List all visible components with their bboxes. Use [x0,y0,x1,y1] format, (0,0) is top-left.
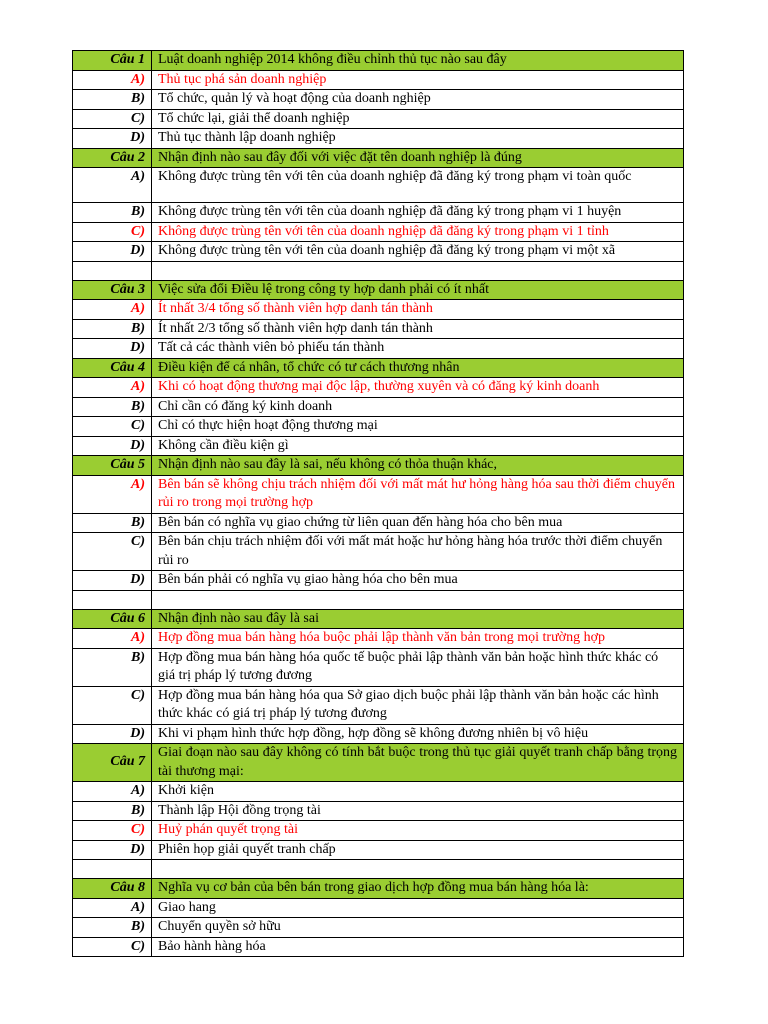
answer-text: Ít nhất 2/3 tổng số thành viên hợp danh tán thành [152,319,684,339]
answer-row [73,242,684,262]
answer-row [73,397,684,417]
answer-row [73,168,684,203]
empty-cell [73,860,152,879]
question-row [73,609,684,629]
question-text: Nghĩa vụ cơ bản của bên bán trong giao dịch hợp đồng mua bán hàng hóa là: [152,879,684,899]
answer-text: Không được trùng tên với tên của doanh nghiệp đã đăng ký trong phạm vi 1 huyện [152,203,684,223]
answer-row [73,339,684,359]
answer-text: Tất cả các thành viên bỏ phiếu tán thành [152,339,684,359]
answer-letter: C) [73,109,152,129]
answer-text: Tổ chức lại, giải thể doanh nghiệp [152,109,684,129]
answer-letter: A) [73,378,152,398]
answer-text: Tổ chức, quản lý và hoạt động của doanh nghiệp [152,90,684,110]
answer-text: Bảo hành hàng hóa [152,937,684,957]
answer-row [73,109,684,129]
answer-row [73,782,684,802]
answer-letter: C) [73,533,152,571]
answer-letter: C) [73,821,152,841]
answer-text: Không được trùng tên với tên của doanh nghiệp đã đăng ký trong phạm vi toàn quốc [152,168,684,203]
answer-row [73,533,684,571]
question-row [73,280,684,300]
question-number: Câu 8 [73,879,152,899]
question-text: Việc sửa đổi Điều lệ trong công ty hợp danh phải có ít nhất [152,280,684,300]
answer-text: Chỉ có thực hiện hoạt động thương mại [152,417,684,437]
answer-letter: A) [73,475,152,513]
answer-text: Bên bán có nghĩa vụ giao chứng từ liên quan đến hàng hóa cho bên mua [152,513,684,533]
empty-cell [152,860,684,879]
answer-row [73,319,684,339]
empty-cell [152,261,684,280]
answer-letter: D) [73,840,152,860]
answer-row [73,222,684,242]
answer-text: Giao hang [152,898,684,918]
answer-letter: D) [73,436,152,456]
answer-text: Thủ tục thành lập doanh nghiệp [152,129,684,149]
answer-letter: A) [73,300,152,320]
empty-cell [73,261,152,280]
answer-row [73,648,684,686]
answer-row [73,129,684,149]
question-text: Nhận định nào sau đây là sai, nếu không có thỏa thuận khác, [152,456,684,476]
spacer-row [73,590,684,609]
answer-text: Khi vi phạm hình thức hợp đồng, hợp đồng sẽ không đương nhiên bị vô hiệu [152,724,684,744]
question-row [73,879,684,899]
answer-row [73,70,684,90]
answer-text: Ít nhất 3/4 tổng số thành viên hợp danh tán thành [152,300,684,320]
answer-text: Không được trùng tên với tên của doanh nghiệp đã đăng ký trong phạm vi một xã [152,242,684,262]
answer-row [73,801,684,821]
answer-row [73,417,684,437]
answer-text: Hợp đồng mua bán hàng hóa qua Sở giao dịch buộc phải lập thành văn bản hoặc các hình thức khác có giá trị pháp lý tương đương [152,686,684,724]
question-number: Câu 3 [73,280,152,300]
answer-letter: A) [73,70,152,90]
answer-letter: A) [73,782,152,802]
answer-row [73,203,684,223]
answer-row [73,378,684,398]
answer-letter: D) [73,242,152,262]
answer-row [73,898,684,918]
answer-row [73,724,684,744]
answer-text: Hợp đồng mua bán hàng hóa quốc tế buộc phải lập thành văn bản hoặc hình thức khác có giá trị pháp lý tương đương [152,648,684,686]
spacer-row [73,860,684,879]
answer-row [73,821,684,841]
question-row [73,148,684,168]
answer-row [73,686,684,724]
question-text: Giai đoạn nào sau đây không có tính bắt buộc trong thủ tục giải quyết tranh chấp bằng trọng tài thương mại: [152,744,684,782]
answer-letter: A) [73,898,152,918]
question-number: Câu 2 [73,148,152,168]
answer-text: Chỉ cần có đăng ký kinh doanh [152,397,684,417]
answer-row [73,937,684,957]
answer-letter: A) [73,629,152,649]
empty-cell [73,590,152,609]
question-text: Luật doanh nghiệp 2014 không điều chỉnh thủ tục nào sau đây [152,51,684,71]
answer-text: Bên bán phải có nghĩa vụ giao hàng hóa cho bên mua [152,571,684,591]
answer-letter: B) [73,513,152,533]
answer-letter: B) [73,319,152,339]
answer-text: Chuyển quyền sở hữu [152,918,684,938]
answer-text: Thành lập Hội đồng trọng tài [152,801,684,821]
question-row [73,744,684,782]
answer-row [73,475,684,513]
answer-letter: B) [73,397,152,417]
question-number: Câu 6 [73,609,152,629]
answer-letter: A) [73,168,152,203]
question-number: Câu 5 [73,456,152,476]
answer-letter: D) [73,339,152,359]
question-row [73,456,684,476]
answer-row [73,90,684,110]
answer-row [73,436,684,456]
answer-letter: D) [73,724,152,744]
spacer-row [73,261,684,280]
question-number: Câu 7 [73,744,152,782]
quiz-table-body [73,51,684,957]
answer-text: Bên bán sẽ không chịu trách nhiệm đối với mất mát hư hỏng hàng hóa sau thời điểm chuyển rủi ro trong mọi trường hợp [152,475,684,513]
answer-letter: B) [73,648,152,686]
answer-row [73,300,684,320]
answer-letter: D) [73,129,152,149]
answer-row [73,571,684,591]
quiz-table [72,50,684,957]
answer-letter: B) [73,203,152,223]
question-number: Câu 1 [73,51,152,71]
answer-text: Khởi kiện [152,782,684,802]
answer-text: Bên bán chịu trách nhiệm đối với mất mát hoặc hư hỏng hàng hóa trước thời điểm chuyển rủi ro [152,533,684,571]
answer-letter: B) [73,801,152,821]
answer-letter: D) [73,571,152,591]
question-text: Nhận định nào sau đây đối với việc đặt tên doanh nghiệp là đúng [152,148,684,168]
question-row [73,358,684,378]
answer-letter: C) [73,937,152,957]
question-number: Câu 4 [73,358,152,378]
answer-letter: C) [73,417,152,437]
answer-row [73,513,684,533]
answer-text: Hợp đồng mua bán hàng hóa buộc phải lập thành văn bản trong mọi trường hợp [152,629,684,649]
answer-text: Khi có hoạt động thương mại độc lập, thường xuyên và có đăng ký kinh doanh [152,378,684,398]
question-text: Nhận định nào sau đây là sai [152,609,684,629]
answer-row [73,840,684,860]
answer-text: Không được trùng tên với tên của doanh nghiệp đã đăng ký trong phạm vi 1 tỉnh [152,222,684,242]
answer-letter: C) [73,686,152,724]
answer-text: Không cần điều kiện gì [152,436,684,456]
question-text: Điều kiện để cá nhân, tổ chức có tư cách thương nhân [152,358,684,378]
answer-letter: B) [73,918,152,938]
empty-cell [152,590,684,609]
answer-text: Thủ tục phá sản doanh nghiệp [152,70,684,90]
answer-row [73,918,684,938]
question-row [73,51,684,71]
answer-letter: B) [73,90,152,110]
answer-letter: C) [73,222,152,242]
answer-row [73,629,684,649]
answer-text: Phiên họp giải quyết tranh chấp [152,840,684,860]
answer-text: Huỷ phán quyết trọng tài [152,821,684,841]
